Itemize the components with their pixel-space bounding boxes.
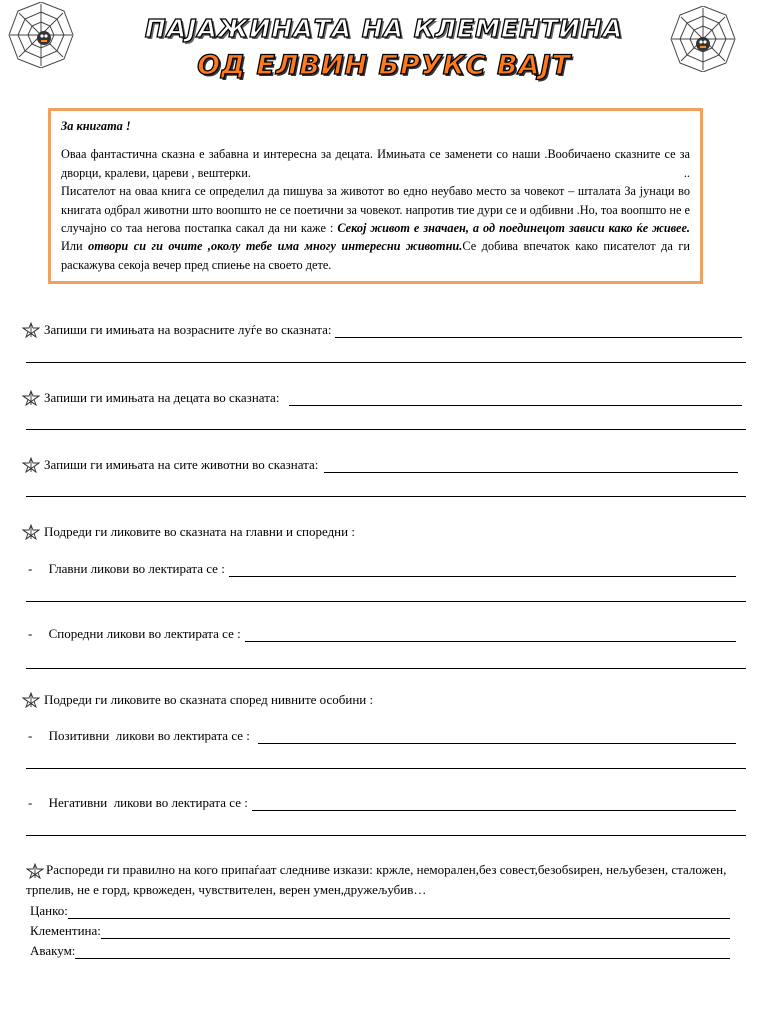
question-children: Запиши ги имињата на децата во сказната:	[22, 390, 742, 406]
answer-line[interactable]	[68, 906, 730, 919]
answer-line[interactable]	[229, 564, 736, 577]
emphasis-quote-2: отвори си ги очите ,околу тебе има многу интересни животни.	[88, 239, 463, 254]
answer-line[interactable]	[26, 768, 746, 769]
negative-characters-row: - Негативни ликови во лектирата се :	[28, 795, 736, 811]
question-main-side-characters: Подреди ги ликовите во сказната на главни и споредни :	[22, 524, 355, 540]
answer-line[interactable]	[26, 601, 746, 602]
question-assign-traits: Распореди ги правилно на кого припаѓаат следниве изкази: кржле, неморален,без совест,безобѕирен, нељубезен, сталожен, трпелив, не е горд, крвожеден, чувствителен, верен умен,дружељубив…	[26, 862, 727, 897]
answer-line[interactable]	[26, 668, 746, 669]
answer-line[interactable]	[75, 946, 730, 959]
about-heading: За книгата !	[61, 119, 131, 133]
spider-web-bullet-icon	[22, 390, 40, 406]
answer-line[interactable]	[26, 496, 746, 497]
page-title: ПАЈАЖИНАТА НА КЛЕМЕНТИНА	[144, 14, 624, 43]
about-paragraph-1: Оваа фантастична сказна е забавна и интересна за децата. Имињата се заменети со наши .Вообичаено сказните се за дворци, кралеви, цареви , вештерки. ..	[61, 147, 690, 180]
answer-line[interactable]	[324, 460, 738, 473]
about-paragraph-2: Писателот на оваа книга се определил да пишува за животот во едно неубаво место за човекот – шталата За јунаци во книгата одбрал животни што воопшто не се поетични за човекот. напротив тие дури се и одбивни .Но, тоа воопшто не е случајно со таа негова постапка сакал да ни каже : Секој живот е значаен, а од поединецот зависи како ќе живее. Или отвори си ги очите ,околу тебе има многу интересни животни.Се добива впечаток како писателот да ги раскажува секоја вечер пред спиење на своето дете.	[61, 184, 690, 272]
answer-line[interactable]	[289, 393, 742, 406]
row-tsanko: Цанко:	[30, 903, 730, 919]
emphasis-quote-1: Секој живот е значаен, а од поединецот зависи како ќе живее.	[337, 221, 690, 236]
spider-web-bullet-icon	[22, 322, 40, 338]
answer-line[interactable]	[26, 429, 746, 430]
side-characters-row: - Споредни ликови во лектирата се :	[28, 626, 736, 642]
answer-line[interactable]	[26, 835, 746, 836]
answer-line[interactable]	[101, 926, 730, 939]
main-characters-row: - Главни ликови во лектирата се :	[28, 561, 736, 577]
answer-line[interactable]	[26, 362, 746, 363]
question-character-traits: Подреди ги ликовите во сказната според нивните особини :	[22, 692, 373, 708]
row-avakum: Авакум:	[30, 943, 730, 959]
spider-web-bullet-icon	[22, 457, 40, 473]
positive-characters-row: - Позитивни ликови во лектирата се :	[28, 728, 736, 744]
about-book-box	[48, 108, 703, 284]
answer-line[interactable]	[335, 325, 742, 338]
answer-line[interactable]	[258, 731, 736, 744]
spider-web-bullet-icon	[26, 863, 44, 879]
page-subtitle-author: ОД ЕЛВИН БРУКС ВАЈТ	[197, 50, 571, 81]
row-klementina: Клементина:	[30, 923, 730, 939]
spider-web-bullet-icon	[22, 692, 40, 708]
spider-web-bullet-icon	[22, 524, 40, 540]
answer-line[interactable]	[245, 629, 736, 642]
question-adults: Запиши ги имињата на возрасните луѓе во сказната:	[22, 322, 742, 338]
answer-line[interactable]	[252, 798, 736, 811]
question-animals: Запиши ги имињата на сите животни во сказната:	[22, 457, 738, 473]
